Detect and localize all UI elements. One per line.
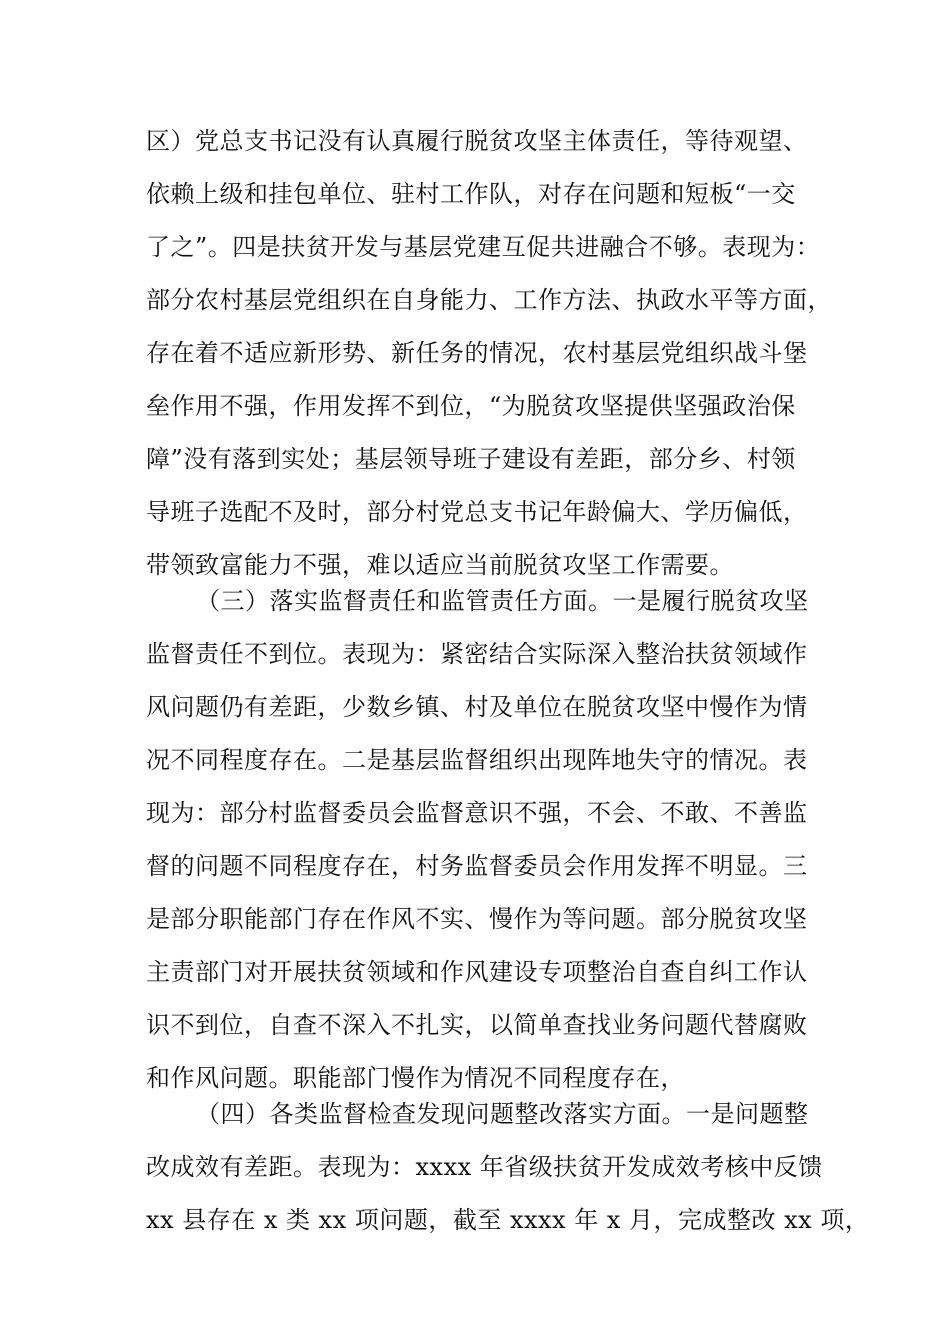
paragraph-2 (146, 575, 816, 1105)
text-line: 部分农村基层党组织在自身能力、工作方法、执政水平等方面， (146, 286, 832, 314)
text-line: 和作风问题。职能部门慢作为情况不同程度存在， (146, 1064, 685, 1092)
text-line: （三）落实监督责任和监管责任方面。一是履行脱贫攻坚 (196, 587, 809, 615)
paragraph-1 (146, 115, 832, 592)
paragraph-3 (146, 1088, 870, 1247)
text-line: 障”没有落到实处；基层领导班子建设有差距，部分乡、村领 (146, 445, 796, 473)
text-line: 风问题仍有差距，少数乡镇、村及单位在脱贫攻坚中慢作为情 (146, 693, 808, 721)
text-line: （四）各类监督检查发现问题整改落实方面。一是问题整 (196, 1100, 809, 1128)
text-line: 是部分职能部门存在作风不实、慢作为等问题。部分脱贫攻坚 (146, 905, 808, 933)
text-line: 主责部门对开展扶贫领域和作风建设专项整治自查自纠工作认 (146, 958, 808, 986)
text-line: 导班子选配不及时，部分村党总支书记年龄偏大、学历偏低， (146, 498, 808, 526)
text-line: 改成效有差距。表现为：xxxx 年省级扶贫开发成效考核中反馈 (146, 1153, 823, 1181)
text-line: 监督责任不到位。表现为：紧密结合实际深入整治扶贫领域作 (146, 640, 808, 668)
text-line: 区）党总支书记没有认真履行脱贫攻坚主体责任，等待观望、 (146, 127, 808, 155)
text-line: 带领致富能力不强，难以适应当前脱贫攻坚工作需要。 (146, 551, 734, 579)
text-line: 垒作用不强，作用发挥不到位，“为脱贫攻坚提供坚强政治保 (146, 392, 796, 420)
text-line: 识不到位，自查不深入不扎实，以简单查找业务问题代替腐败 (146, 1011, 808, 1039)
text-line: 了之”。四是扶贫开发与基层党建互促共进融合不够。表现为： (146, 233, 821, 261)
text-line: xx 县存在 x 类 xx 项问题，截至 xxxx 年 x 月，完成整改 xx 项， (146, 1206, 870, 1234)
text-line: 现为：部分村监督委员会监督意识不强，不会、不敢、不善监 (146, 799, 808, 827)
text-line: 督的问题不同程度存在，村务监督委员会作用发挥不明显。三 (146, 852, 808, 880)
text-line: 况不同程度存在。二是基层监督组织出现阵地失守的情况。表 (146, 746, 808, 774)
text-line: 依赖上级和挂包单位、驻村工作队，对存在问题和短板“一交 (146, 180, 796, 208)
text-line: 存在着不适应新形势、新任务的情况，农村基层党组织战斗堡 (146, 339, 808, 367)
